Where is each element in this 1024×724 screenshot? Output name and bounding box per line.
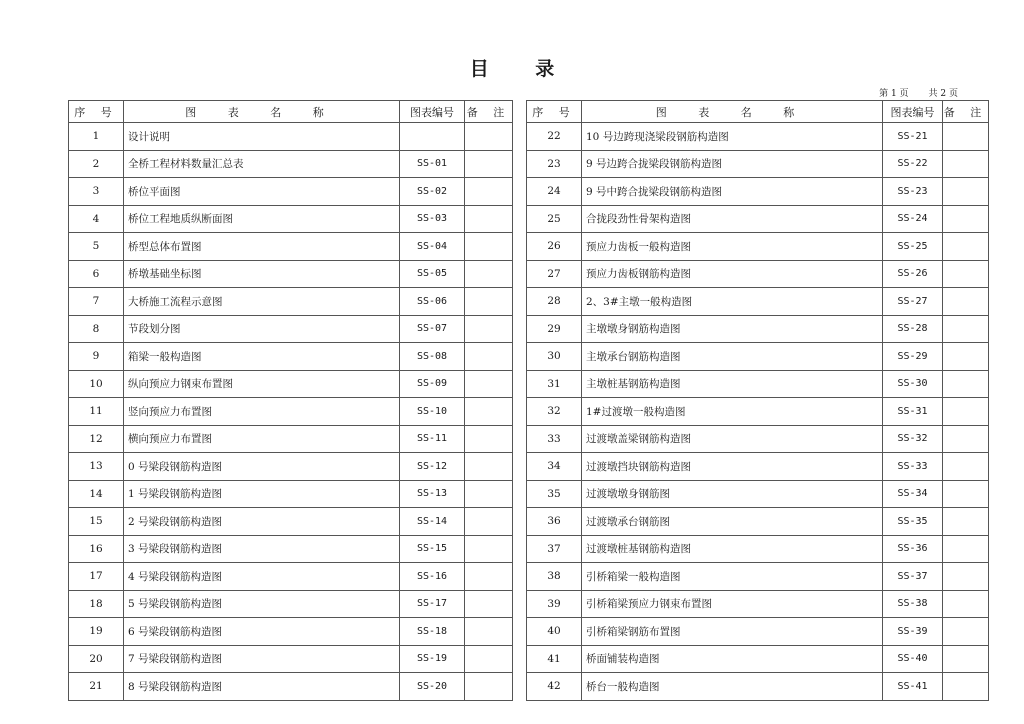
row-code: SS-20	[400, 673, 465, 701]
row-note	[943, 343, 989, 371]
row-code: SS-23	[883, 178, 943, 206]
table-row	[69, 535, 513, 563]
table-row	[527, 233, 989, 261]
row-seq: 8	[69, 315, 124, 343]
row-seq: 28	[527, 288, 582, 316]
row-seq: 32	[527, 398, 582, 426]
row-code: SS-08	[400, 343, 465, 371]
row-note	[465, 260, 513, 288]
row-seq: 41	[527, 645, 582, 673]
row-seq: 37	[527, 535, 582, 563]
row-seq: 31	[527, 370, 582, 398]
row-code: SS-05	[400, 260, 465, 288]
row-code: SS-36	[883, 535, 943, 563]
row-seq: 20	[69, 645, 124, 673]
row-name: 过渡墩墩身钢筋图	[582, 480, 883, 508]
table-row	[69, 178, 513, 206]
table-row	[527, 260, 989, 288]
row-note	[943, 260, 989, 288]
row-name: 9 号边跨合拢梁段钢筋构造图	[582, 150, 883, 178]
row-code: SS-04	[400, 233, 465, 261]
table-row	[527, 425, 989, 453]
row-code: SS-02	[400, 178, 465, 206]
row-code: SS-21	[883, 123, 943, 151]
row-name: 主墩承台钢筋构造图	[582, 343, 883, 371]
table-row	[69, 343, 513, 371]
header-name: 图 表 名 称	[124, 101, 400, 123]
row-name: 桥面铺装构造图	[582, 645, 883, 673]
table-row	[69, 563, 513, 591]
table-row	[69, 123, 513, 151]
row-name: 竖向预应力布置图	[124, 398, 400, 426]
row-seq: 24	[527, 178, 582, 206]
row-seq: 27	[527, 260, 582, 288]
row-note	[943, 673, 989, 701]
row-code: SS-31	[883, 398, 943, 426]
row-code: SS-09	[400, 370, 465, 398]
row-code: SS-12	[400, 453, 465, 481]
table-header-row	[69, 101, 513, 123]
row-code: SS-06	[400, 288, 465, 316]
row-note	[465, 315, 513, 343]
row-note	[465, 563, 513, 591]
row-code: SS-11	[400, 425, 465, 453]
row-seq: 34	[527, 453, 582, 481]
row-name: 1#过渡墩一般构造图	[582, 398, 883, 426]
row-code: SS-35	[883, 508, 943, 536]
row-note	[465, 645, 513, 673]
row-seq: 7	[69, 288, 124, 316]
row-note	[943, 508, 989, 536]
page-current: 第 1 页	[879, 89, 909, 99]
row-note	[465, 233, 513, 261]
row-seq: 2	[69, 150, 124, 178]
row-note	[943, 563, 989, 591]
row-name: 桥位工程地质纵断面图	[124, 205, 400, 233]
table-row	[69, 673, 513, 701]
header-code: 图表编号	[883, 101, 943, 123]
table-row	[527, 508, 989, 536]
table-row	[69, 480, 513, 508]
row-seq: 17	[69, 563, 124, 591]
row-note	[465, 480, 513, 508]
header-seq: 序 号	[69, 101, 124, 123]
row-code: SS-18	[400, 618, 465, 646]
row-note	[465, 673, 513, 701]
row-seq: 1	[69, 123, 124, 151]
row-name: 主墩桩基钢筋构造图	[582, 370, 883, 398]
row-note	[465, 508, 513, 536]
row-note	[943, 178, 989, 206]
table-row	[527, 370, 989, 398]
row-name: 主墩墩身钢筋构造图	[582, 315, 883, 343]
row-seq: 30	[527, 343, 582, 371]
table-row	[69, 453, 513, 481]
row-name: 桥位平面图	[124, 178, 400, 206]
row-note	[465, 123, 513, 151]
row-seq: 6	[69, 260, 124, 288]
row-code: SS-25	[883, 233, 943, 261]
row-code: SS-01	[400, 150, 465, 178]
row-name: 8 号梁段钢筋构造图	[124, 673, 400, 701]
row-seq: 5	[69, 233, 124, 261]
table-row	[527, 150, 989, 178]
table-row	[527, 288, 989, 316]
row-seq: 12	[69, 425, 124, 453]
row-code: SS-28	[883, 315, 943, 343]
table-row	[69, 618, 513, 646]
row-seq: 18	[69, 590, 124, 618]
row-note	[943, 315, 989, 343]
row-code: SS-34	[883, 480, 943, 508]
table-row	[69, 205, 513, 233]
row-code: SS-33	[883, 453, 943, 481]
row-code: SS-26	[883, 260, 943, 288]
table-row	[69, 398, 513, 426]
row-note	[465, 205, 513, 233]
row-seq: 42	[527, 673, 582, 701]
table-row	[527, 343, 989, 371]
row-note	[943, 370, 989, 398]
row-code: SS-38	[883, 590, 943, 618]
row-name: 纵向预应力钢束布置图	[124, 370, 400, 398]
row-code: SS-41	[883, 673, 943, 701]
row-seq: 4	[69, 205, 124, 233]
header-name: 图 表 名 称	[582, 101, 883, 123]
row-code: SS-39	[883, 618, 943, 646]
row-note	[943, 645, 989, 673]
header-note: 备 注	[465, 101, 513, 123]
row-code: SS-32	[883, 425, 943, 453]
row-code: SS-13	[400, 480, 465, 508]
table-row	[527, 590, 989, 618]
row-note	[943, 453, 989, 481]
row-name: 预应力齿板钢筋构造图	[582, 260, 883, 288]
table-row	[527, 618, 989, 646]
table-row	[527, 453, 989, 481]
row-seq: 11	[69, 398, 124, 426]
row-name: 横向预应力布置图	[124, 425, 400, 453]
table-row	[69, 645, 513, 673]
row-name: 4 号梁段钢筋构造图	[124, 563, 400, 591]
table-row	[527, 673, 989, 701]
index-table-left	[68, 100, 513, 701]
row-note	[465, 150, 513, 178]
row-note	[465, 343, 513, 371]
table-row	[69, 370, 513, 398]
row-code: SS-17	[400, 590, 465, 618]
row-seq: 33	[527, 425, 582, 453]
page-title: 目 录	[469, 58, 575, 80]
table-row	[69, 590, 513, 618]
row-code: SS-37	[883, 563, 943, 591]
row-name: 引桥箱梁预应力钢束布置图	[582, 590, 883, 618]
page-total: 共 2 页	[928, 89, 958, 99]
row-name: 7 号梁段钢筋构造图	[124, 645, 400, 673]
header-code: 图表编号	[400, 101, 465, 123]
row-code: SS-22	[883, 150, 943, 178]
row-name: 10 号边跨现浇梁段钢筋构造图	[582, 123, 883, 151]
row-name: 过渡墩桩基钢筋构造图	[582, 535, 883, 563]
row-name: 引桥箱梁钢筋布置图	[582, 618, 883, 646]
row-code: SS-27	[883, 288, 943, 316]
row-code: SS-15	[400, 535, 465, 563]
page-info	[879, 86, 958, 99]
table-row	[527, 480, 989, 508]
row-seq: 38	[527, 563, 582, 591]
row-code: SS-40	[883, 645, 943, 673]
row-name: 2、3#主墩一般构造图	[582, 288, 883, 316]
row-note	[943, 288, 989, 316]
row-seq: 19	[69, 618, 124, 646]
row-name: 大桥施工流程示意图	[124, 288, 400, 316]
row-note	[465, 398, 513, 426]
row-note	[465, 535, 513, 563]
row-name: 箱梁一般构造图	[124, 343, 400, 371]
row-name: 过渡墩挡块钢筋构造图	[582, 453, 883, 481]
row-code: SS-30	[883, 370, 943, 398]
row-seq: 22	[527, 123, 582, 151]
row-note	[943, 233, 989, 261]
row-name: 9 号中跨合拢梁段钢筋构造图	[582, 178, 883, 206]
table-row	[527, 645, 989, 673]
table-row	[527, 178, 989, 206]
row-name: 2 号梁段钢筋构造图	[124, 508, 400, 536]
row-name: 节段划分图	[124, 315, 400, 343]
row-note	[465, 288, 513, 316]
row-seq: 13	[69, 453, 124, 481]
row-note	[943, 618, 989, 646]
row-name: 桥墩基础坐标图	[124, 260, 400, 288]
row-note	[465, 590, 513, 618]
row-seq: 39	[527, 590, 582, 618]
row-note	[465, 453, 513, 481]
row-seq: 23	[527, 150, 582, 178]
row-code: SS-19	[400, 645, 465, 673]
row-seq: 35	[527, 480, 582, 508]
row-note	[943, 535, 989, 563]
row-name: 全桥工程材料数量汇总表	[124, 150, 400, 178]
row-seq: 15	[69, 508, 124, 536]
row-note	[465, 618, 513, 646]
table-row	[527, 205, 989, 233]
row-code	[400, 123, 465, 151]
table-row	[69, 425, 513, 453]
row-name: 5 号梁段钢筋构造图	[124, 590, 400, 618]
row-seq: 36	[527, 508, 582, 536]
row-seq: 25	[527, 205, 582, 233]
table-row	[69, 508, 513, 536]
index-table-right	[526, 100, 989, 701]
row-note	[465, 370, 513, 398]
row-seq: 10	[69, 370, 124, 398]
header-seq: 序 号	[527, 101, 582, 123]
row-seq: 9	[69, 343, 124, 371]
row-seq: 29	[527, 315, 582, 343]
row-note	[943, 480, 989, 508]
row-note	[465, 425, 513, 453]
row-name: 6 号梁段钢筋构造图	[124, 618, 400, 646]
row-note	[465, 178, 513, 206]
row-code: SS-07	[400, 315, 465, 343]
row-code: SS-16	[400, 563, 465, 591]
row-name: 桥台一般构造图	[582, 673, 883, 701]
row-name: 桥型总体布置图	[124, 233, 400, 261]
row-note	[943, 205, 989, 233]
row-name: 设计说明	[124, 123, 400, 151]
table-header-row	[527, 101, 989, 123]
row-note	[943, 123, 989, 151]
header-note: 备 注	[943, 101, 989, 123]
table-row	[69, 233, 513, 261]
row-code: SS-03	[400, 205, 465, 233]
row-name: 过渡墩承台钢筋图	[582, 508, 883, 536]
row-seq: 3	[69, 178, 124, 206]
table-row	[527, 315, 989, 343]
table-row	[527, 123, 989, 151]
table-row	[527, 535, 989, 563]
row-name: 引桥箱梁一般构造图	[582, 563, 883, 591]
row-code: SS-24	[883, 205, 943, 233]
row-name: 过渡墩盖梁钢筋构造图	[582, 425, 883, 453]
row-name: 0 号梁段钢筋构造图	[124, 453, 400, 481]
table-row	[69, 150, 513, 178]
row-seq: 16	[69, 535, 124, 563]
row-seq: 26	[527, 233, 582, 261]
row-note	[943, 590, 989, 618]
table-row	[527, 398, 989, 426]
row-code: SS-29	[883, 343, 943, 371]
row-name: 3 号梁段钢筋构造图	[124, 535, 400, 563]
row-code: SS-10	[400, 398, 465, 426]
row-seq: 21	[69, 673, 124, 701]
table-row	[69, 288, 513, 316]
row-code: SS-14	[400, 508, 465, 536]
row-note	[943, 150, 989, 178]
row-seq: 40	[527, 618, 582, 646]
table-row	[69, 260, 513, 288]
table-row	[69, 315, 513, 343]
row-seq: 14	[69, 480, 124, 508]
table-row	[527, 563, 989, 591]
row-note	[943, 425, 989, 453]
row-name: 合拢段劲性骨架构造图	[582, 205, 883, 233]
row-note	[943, 398, 989, 426]
row-name: 1 号梁段钢筋构造图	[124, 480, 400, 508]
row-name: 预应力齿板一般构造图	[582, 233, 883, 261]
